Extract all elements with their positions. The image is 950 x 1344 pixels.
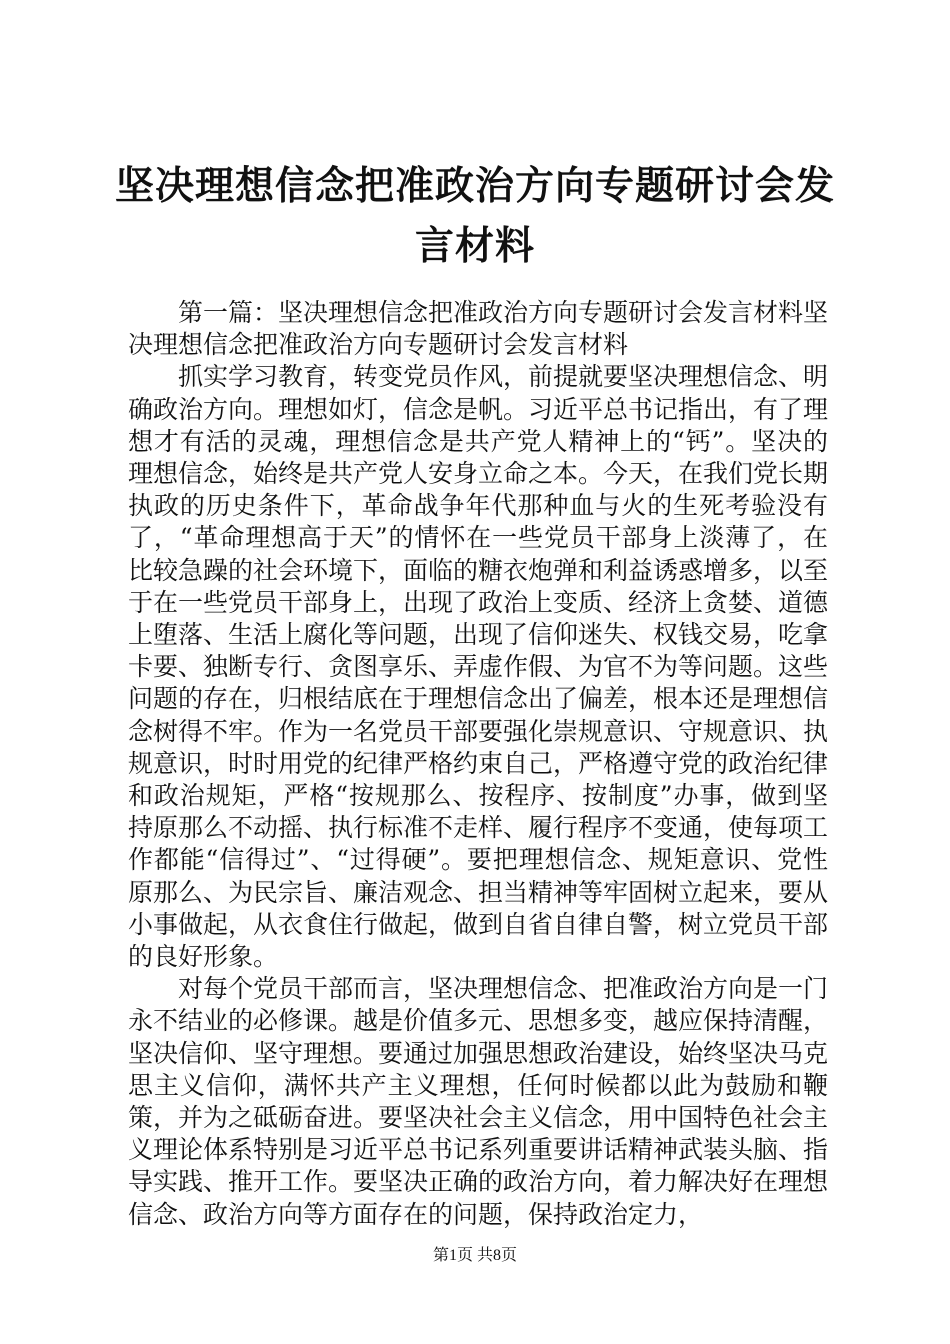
paragraph: 抓实学习教育，转变党员作风，前提就要坚决理想信念、明确政治方向。理想如灯，信念是帆。习近平总书记指出，有了理想才有活的灵魂，理想信念是共产党人精神上的“钙”。坚决的理想信念，始终是共产党人安身立命之本。今天，在我们党长期执政的历史条件下，革命战争年代那种血与火的生死考验没有了，“革命理想高于天”的情怀在一些党员干部身上淡薄了，在比较急躁的社会环境下，面临的糖衣炮弹和利益诱惑增多，以至于在一些党员干部身上，出现了政治上变质、经济上贪婪、道德上堕落、生活上腐化等问题，出现了信仰迷失、权钱交易，吃拿卡要、独断专行、贪图享乐、弄虚作假、为官不为等问题。这些问题的存在，归根结底在于理想信念出了偏差，根本还是理想信念树得不牢。作为一名党员干部要强化崇规意识、守规意识、执规意识，时时用党的纪律严格约束自己，严格遵守党的政治纪律和政治规矩，严格“按规那么、按程序、按制度”办事，做到坚持原那么不动摇、执行标准不走样、履行程序不变通，使每项工作都能“信得过”、“过得硬”。要把理想信念、规矩意识、党性原那么、为民宗旨、廉洁观念、担当精神等牢固树立起来，要从小事做起，从衣食住行做起，做到自省自律自警，树立党员干部的良好形象。 (128, 362, 829, 972)
page-number: 第1页 共8页 (432, 1247, 517, 1264)
document-body (128, 297, 828, 1231)
paragraph: 对每个党员干部而言，坚决理想信念、把准政治方向是一门永不结业的必修课。越是价值多元、思想多变，越应保持清醒，坚决信仰、坚守理想。要通过加强思想政治建设，始终坚决马克思主义信仰，满怀共产主义理想，任何时候都以此为鼓励和鞭策，并为之砥砺奋进。要坚决社会主义信念，用中国特色社会主义理论体系特别是习近平总书记系列重要讲话精神武装头脑、指导实践、推开工作。要坚决正确的政治方向，着力解决好在理想信念、政治方向等方面存在的问题，保持政治定力， (128, 974, 829, 1229)
paragraph-heading: 第一篇：坚决理想信念把准政治方向专题研讨会发言材料坚决理想信念把准政治方向专题研讨会发言材料 (128, 298, 829, 360)
document-title: 坚决理想信念把准政治方向专题研讨会发言材料 (114, 163, 835, 269)
